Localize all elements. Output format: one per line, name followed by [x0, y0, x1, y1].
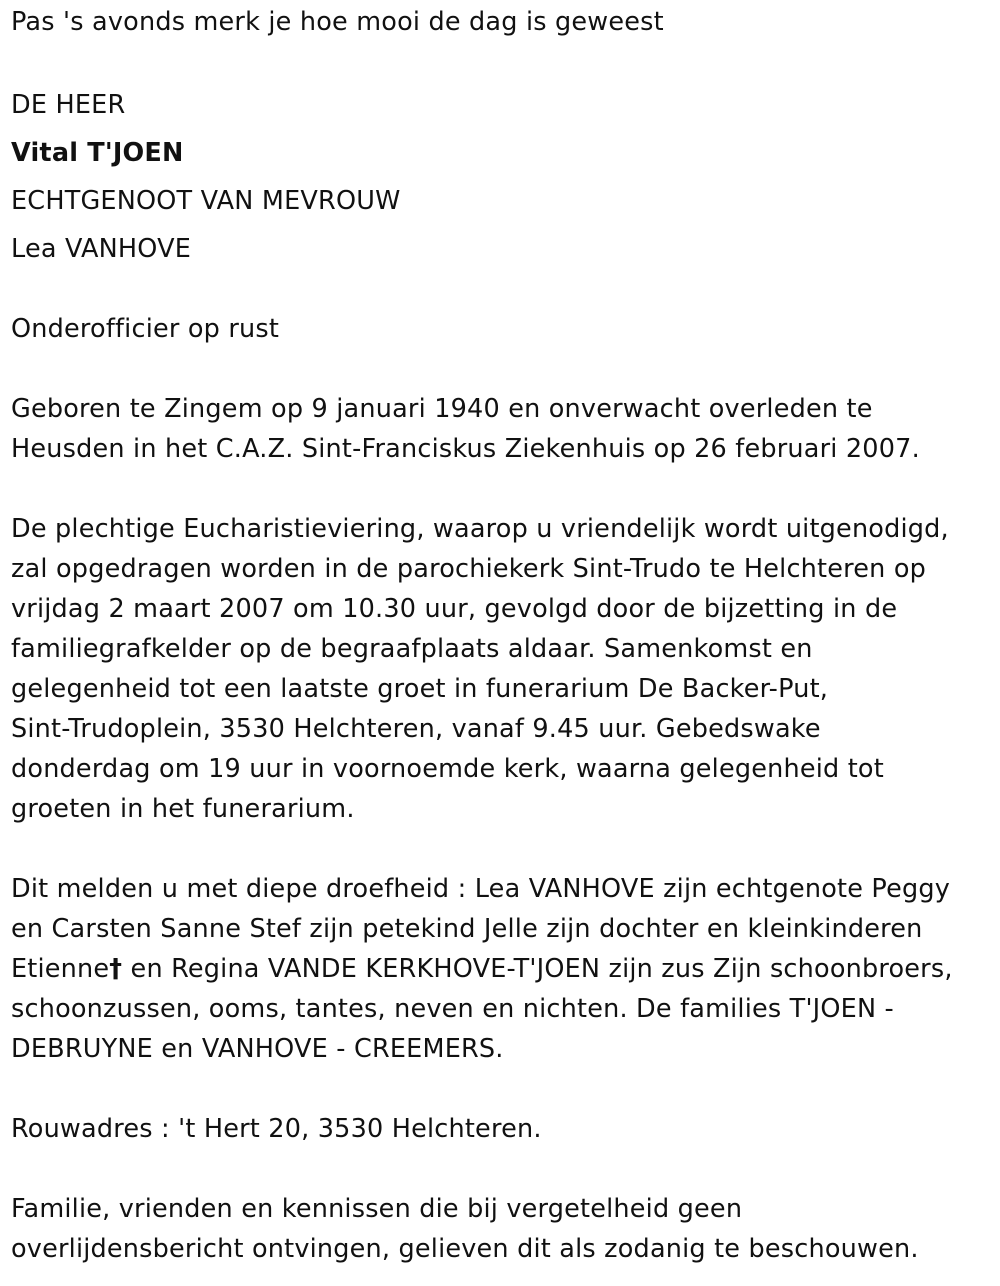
mourners-line: en Carsten Sanne Stef zijn petekind Jelle zijn dochter en kleinkinderen — [11, 914, 923, 944]
closing-line: overlijdensbericht ontvingen, gelieven dit als zodanig te beschouwen. — [11, 1234, 919, 1264]
ceremony-line: gelegenheid tot een laatste groet in funerarium De Backer-Put, — [11, 674, 829, 704]
spouse-label: ECHTGENOOT VAN MEVROUW — [11, 186, 401, 216]
ceremony-line: donderdag om 19 uur in voornoemde kerk, waarna gelegenheid tot — [11, 754, 884, 784]
birth-death-line: Heusden in het C.A.Z. Sint-Franciskus Ziekenhuis op 26 februari 2007. — [11, 434, 920, 464]
mourning-address: Rouwadres : 't Hert 20, 3530 Helchteren. — [11, 1114, 542, 1144]
ceremony-line: groeten in het funerarium. — [11, 794, 355, 824]
motto: Pas 's avonds merk je hoe mooi de dag is geweest — [11, 7, 664, 37]
mourners-line: Dit melden u met diepe droefheid : Lea VANHOVE zijn echtgenote Peggy — [11, 874, 951, 904]
cross-icon: † — [109, 954, 123, 984]
ceremony-line: zal opgedragen worden in de parochiekerk Sint-Trudo te Helchteren op — [11, 554, 927, 584]
mourners-line — [11, 954, 953, 984]
deceased-name: Vital T'JOEN — [11, 138, 184, 168]
ceremony-line: vrijdag 2 maart 2007 om 10.30 uur, gevolgd door de bijzetting in de — [11, 594, 898, 624]
ceremony-line: familiegrafkelder op de begraafplaats aldaar. Samenkomst en — [11, 634, 813, 664]
closing-line: Familie, vrienden en kennissen die bij vergetelheid geen — [11, 1194, 743, 1224]
profession: Onderofficier op rust — [11, 314, 280, 344]
title-prefix: DE HEER — [11, 90, 126, 120]
birth-death-line: Geboren te Zingem op 9 januari 1940 en onverwacht overleden te — [11, 394, 873, 424]
mourners-line: DEBRUYNE en VANHOVE - CREEMERS. — [11, 1034, 504, 1064]
ceremony-line: Sint-Trudoplein, 3530 Helchteren, vanaf 9.45 uur. Gebedswake — [11, 714, 821, 744]
spouse-name: Lea VANHOVE — [11, 234, 192, 264]
mourner-name: Etienne — [11, 954, 110, 984]
mourners-text: en Regina VANDE KERKHOVE-T'JOEN zijn zus Zijn schoonbroers, — [122, 954, 953, 984]
ceremony-line: De plechtige Eucharistieviering, waarop u vriendelijk wordt uitgenodigd, — [11, 514, 949, 544]
mourners-line: schoonzussen, ooms, tantes, neven en nichten. De families T'JOEN - — [11, 994, 894, 1024]
